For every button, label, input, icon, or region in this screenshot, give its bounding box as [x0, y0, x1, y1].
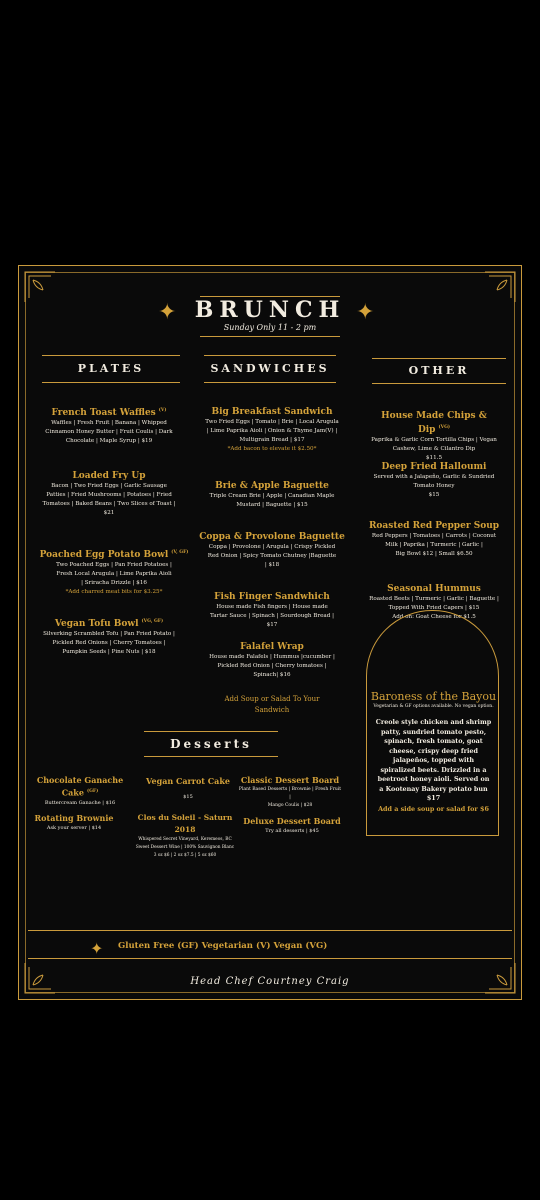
item-name: Loaded Fry Up [72, 471, 146, 481]
item-note: *Add charred meat bits for $3.25* [65, 589, 163, 595]
item-description: Two Poached Eggs | Pan Fried Potatoes | [56, 562, 172, 568]
item-description: $21 [103, 510, 115, 516]
item-description: Tomato Honey [413, 483, 455, 489]
sandwich-addon: Add Soup or Salad To Your Sandwich [224, 695, 320, 714]
dessert-item: Rotating Brownie Ask your server | $14 [34, 813, 114, 831]
item-description: Fresh Local Arugula | Lime Paprika Aioli [56, 571, 172, 577]
item-name: Coppa & Provolone Baguette [199, 532, 345, 542]
chef-signature: Head Chef Courtney Craig [190, 976, 350, 987]
section-rule [372, 358, 506, 359]
item-description: Chocolate | Maple Syrup | $19 [65, 438, 153, 444]
special-subtext: Vegetarian & GF options available. No vegan option. [373, 704, 494, 709]
special-item: Baroness of the Bayou Vegetarian & GF options available. No vegan option. Creole style chicken and shrimp patty, sundried tomato pesto, spinach, fresh tomato, goat cheese, crispy deep fried jalapeños, topped with spiralized beets. Drizzled in a beetroot honey aioli. Served on a Kootenay Bakery potato bun $17 Add a side soup or salad for $6 [366, 690, 501, 814]
footer-rule [28, 930, 512, 931]
section-rule [144, 756, 278, 757]
item-name: Seasonal Hummus [387, 584, 481, 594]
footer-rule [28, 958, 512, 959]
dessert-item: Clos du Soleil - Saturn 2018 Whispered Secret Vineyard, Keremeos, BC Sweet Dessert Wine | 100% Sauvignon Blanc 3 oz $6 | 2 oz $7.5 | 5 oz $60 [135, 813, 235, 858]
dessert-item: Classic Dessert Board Plant Based Desserts | Brownie | Fresh Fruit | Mango Coulis | $28 [238, 775, 342, 808]
dietary-tag: (VG, GF) [141, 619, 164, 624]
item-name: Falafel Wrap [240, 642, 304, 652]
item-description: Roasted Beets | Turmeric | Garlic | Baguette | [369, 596, 499, 602]
item-description: Patties | Fried Mushrooms | Potatoes | Fried [46, 492, 172, 498]
item-description: Big Bowl $12 | Small $6.50 [395, 551, 473, 557]
item-name: Big Breakfast Sandwich [211, 407, 333, 417]
item-description: House made Falafels | Hummus |cucumber | [209, 654, 335, 660]
menu-item [366, 410, 502, 463]
sparkle-star-icon: ✦ [158, 300, 177, 325]
item-description: Served with a Jalapeño, Garlic & Sundried [373, 474, 495, 480]
item-name: Vegan Tofu Bowl [54, 619, 139, 629]
item-description: Bacon | Two Fried Eggs | Garlic Sausage [51, 483, 167, 489]
item-description: $11.5 [425, 455, 442, 461]
item-description: | Lime Paprika Aioli | Onion & Thyme Jam(V) | [206, 428, 338, 434]
item-description: Spinach| $16 [253, 672, 291, 678]
item-name: Roasted Red Pepper Soup [368, 521, 500, 531]
item-description: Tomatoes | Baked Beans | Two Slices of Toast | [42, 501, 176, 507]
item-description: Add on: Goat Cheese for $1.5 [392, 614, 476, 620]
menu-item [34, 547, 194, 597]
item-name: Poached Egg Potato Bowl [39, 550, 169, 560]
special-note: Add a side soup or salad for $6 [378, 804, 489, 813]
item-description: $15 [428, 492, 440, 498]
item-name: French Toast Waffles [51, 408, 156, 418]
menu-item [34, 470, 184, 518]
sparkle-star-icon: ✦ [90, 939, 104, 958]
menu-item [198, 480, 346, 510]
item-description: Red Peppers | Tomatoes | Carrots | Coconut [371, 533, 497, 539]
section-rule [42, 355, 180, 356]
special-name: Baroness of the Bayou [370, 690, 497, 703]
item-description: $17 [266, 622, 278, 628]
item-description: Cashew, Lime & Cilantro Dip [392, 446, 476, 452]
item-name: Fish Finger Sandwhich [214, 592, 330, 602]
item-description: Pickled Red Onion | Cherry tomatoes | [217, 663, 327, 669]
dietary-tag: (V, GF) [171, 550, 189, 555]
item-name: Brie & Apple Baguette [215, 481, 329, 491]
section-rule [144, 731, 278, 732]
item-description: Two Fried Eggs | Tomato | Brie | Local Arugula [205, 419, 339, 425]
section-rule [204, 382, 336, 383]
section-heading-other: OTHER [408, 364, 470, 377]
item-description: Paprika & Garlic Corn Tortilla Chips | Vegan [371, 437, 497, 443]
menu-item [198, 406, 346, 454]
title-bottom-rule [200, 336, 340, 337]
item-description: | $18 [264, 562, 280, 568]
item-description: Milk | Paprika | Turmeric | Garlic | [385, 542, 483, 548]
menu-item [198, 531, 346, 570]
section-heading-plates: PLATES [77, 362, 145, 375]
item-name: Deep Fried Halloumi [381, 462, 487, 472]
item-description: Waffles | Fresh Fruit | Banana | Whipped [51, 420, 167, 426]
section-rule [372, 383, 506, 384]
item-description: | Sriracha Drizzle | $16 [81, 580, 147, 586]
dietary-tag: (V) [158, 408, 167, 413]
menu-item [366, 461, 502, 500]
item-description: Tartar Sauce | Spinach | Sourdough Bread | [210, 613, 334, 619]
page-title: BRUNCH [194, 297, 346, 323]
page-subtitle: Sunday Only 11 - 2 pm [223, 323, 317, 332]
dietary-legend: Gluten Free (GF) Vegetarian (V) Vegan (VG) [118, 941, 328, 951]
item-description: Triple Cream Brie | Apple | Canadian Maple [209, 493, 335, 499]
item-description: Topped With Fried Capers | $15 [388, 605, 480, 611]
section-rule [42, 382, 180, 383]
sparkle-star-icon: ✦ [356, 300, 375, 325]
item-name: House Made Chips & Dip [381, 411, 487, 435]
item-description: House made Fish fingers | House made [216, 604, 328, 610]
item-description: Red Onion | Spicy Tomato Chutney |Baguette [207, 553, 337, 559]
section-heading-desserts: Desserts [170, 737, 252, 751]
section-heading-sandwiches: SANDWICHES [210, 362, 330, 375]
item-description: Coppa | Provolone | Arugula | Crispy Pickled [208, 544, 336, 550]
dietary-tag: (VG) [438, 425, 451, 430]
menu-item [366, 520, 502, 559]
section-rule [204, 355, 336, 356]
item-description: Pickled Red Onions | Cherry Tomatoes | [52, 640, 166, 646]
item-description: Silverking Scrambled Tofu | Pan Fried Potato | [43, 631, 175, 637]
item-note: *Add bacon to elevate it $2.50* [227, 446, 317, 452]
item-description: Multigrain Bread | $17 [239, 437, 305, 443]
item-description: Pumpkin Seeds | Pine Nuts | $18 [62, 649, 156, 655]
menu-item [34, 405, 184, 446]
item-description: Mustard | Baguette | $15 [236, 502, 308, 508]
menu-item [198, 641, 346, 680]
menu-item [34, 616, 184, 657]
item-description: Cinnamon Honey Butter | Fruit Coulis | Dark [45, 429, 173, 435]
dessert-item: Chocolate Ganache Cake $^{(GF)}$ Buttercream Ganache | $16 [36, 775, 124, 806]
menu-item [198, 591, 346, 630]
dessert-item: Deluxe Dessert Board Try all desserts | $45 [243, 816, 341, 834]
dessert-item: Vegan Carrot Cake $15 [146, 776, 230, 800]
